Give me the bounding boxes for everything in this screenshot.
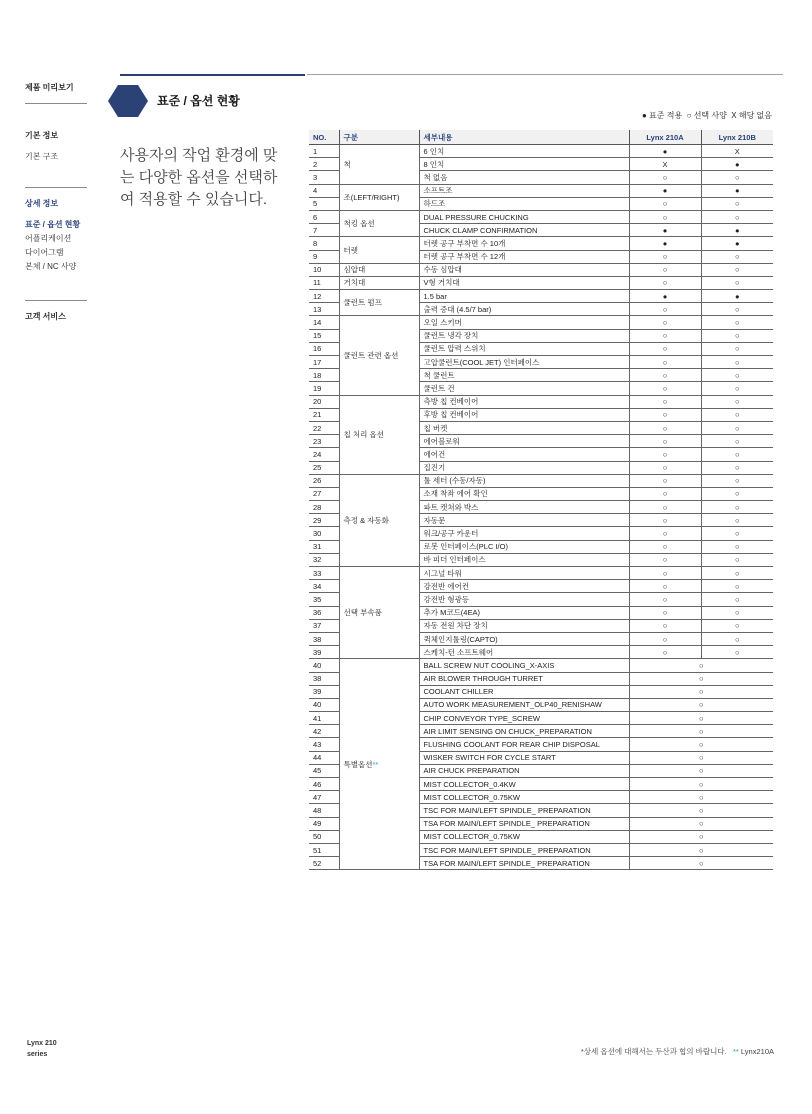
row-detail: AUTO WORK MEASUREMENT_OLP40_RENISHAW	[419, 698, 629, 711]
hexagon-icon	[108, 85, 148, 117]
row-detail: 추가 M코드(4EA)	[419, 606, 629, 619]
row-detail: AIR CHUCK PREPARATION	[419, 764, 629, 777]
row-detail: MIST COLLECTOR_0.75KW	[419, 791, 629, 804]
row-value-a: ○	[629, 421, 701, 434]
row-number: 50	[309, 830, 339, 843]
row-detail: DUAL PRESSURE CHUCKING	[419, 210, 629, 223]
row-detail: TSA FOR MAIN/LEFT SPINDLE_ PREPARATION	[419, 817, 629, 830]
row-detail: V형 거치대	[419, 276, 629, 289]
row-value-a: ○	[629, 263, 701, 276]
row-detail: 강전반 형광등	[419, 593, 629, 606]
row-number: 2	[309, 158, 339, 171]
nav-basic-structure[interactable]: 기본 구조	[25, 152, 59, 161]
row-number: 5	[309, 197, 339, 210]
row-number: 8	[309, 237, 339, 250]
row-value-merged: ○	[629, 725, 773, 738]
row-category: 측정 & 자동화	[339, 474, 419, 566]
row-value-merged: ○	[629, 672, 773, 685]
row-number: 1	[309, 145, 339, 158]
row-detail: 후방 칩 컨베이어	[419, 408, 629, 421]
row-value-b: ○	[701, 540, 773, 553]
row-value-b: ○	[701, 435, 773, 448]
row-detail: 쿨런트 냉각 장치	[419, 329, 629, 342]
row-value-a: ○	[629, 329, 701, 342]
row-value-b: ○	[701, 171, 773, 184]
intro-text: 사용자의 작업 환경에 맞는 다양한 옵션을 선택하여 적용할 수 있습니다.	[120, 147, 278, 208]
row-value-b: ○	[701, 527, 773, 540]
row-detail: 퀵체인지툴링(CAPTO)	[419, 632, 629, 645]
row-number: 10	[309, 263, 339, 276]
row-value-b: ○	[701, 197, 773, 210]
row-value-a: ●	[629, 290, 701, 303]
row-value-b: ○	[701, 514, 773, 527]
row-value-a: ○	[629, 448, 701, 461]
row-detail: TSC FOR MAIN/LEFT SPINDLE_ PREPARATION	[419, 804, 629, 817]
nav-product-preview[interactable]: 제품 미리보기	[25, 83, 74, 92]
row-detail: 툴 세터 (수동/자동)	[419, 474, 629, 487]
table-row	[309, 395, 773, 408]
row-value-a: ○	[629, 553, 701, 566]
row-number: 17	[309, 356, 339, 369]
row-detail: 에어블로워	[419, 435, 629, 448]
table-row	[309, 276, 773, 289]
row-category: 조(LEFT/RIGHT)	[339, 184, 419, 210]
row-value-b: ○	[701, 448, 773, 461]
row-value-b: ○	[701, 487, 773, 500]
row-value-merged: ○	[629, 830, 773, 843]
row-value-b: ○	[701, 250, 773, 263]
row-value-merged: ○	[629, 843, 773, 856]
row-value-a: ○	[629, 369, 701, 382]
row-value-b: ○	[701, 606, 773, 619]
row-value-b: ●	[701, 224, 773, 237]
row-value-b: ○	[701, 580, 773, 593]
header-rule-light	[307, 74, 783, 75]
row-value-a: ○	[629, 606, 701, 619]
row-detail: 소재 착좌 에어 확인	[419, 487, 629, 500]
row-number: 38	[309, 672, 339, 685]
row-number: 26	[309, 474, 339, 487]
row-detail: AIR LIMIT SENSING ON CHUCK_PREPARATION	[419, 725, 629, 738]
footnote-mark: **	[732, 1047, 739, 1056]
row-value-a: ○	[629, 501, 701, 514]
row-number: 47	[309, 791, 339, 804]
row-number: 40	[309, 698, 339, 711]
row-number: 25	[309, 461, 339, 474]
row-value-b: ○	[701, 276, 773, 289]
row-value-b: ○	[701, 369, 773, 382]
row-value-merged: ○	[629, 738, 773, 751]
row-value-merged: ○	[629, 685, 773, 698]
row-number: 30	[309, 527, 339, 540]
row-number: 37	[309, 619, 339, 632]
row-number: 20	[309, 395, 339, 408]
footnote-model: Lynx210A	[740, 1047, 774, 1056]
row-value-b: ○	[701, 501, 773, 514]
row-number: 11	[309, 276, 339, 289]
row-value-b: ○	[701, 461, 773, 474]
row-value-a: ●	[629, 145, 701, 158]
row-number: 49	[309, 817, 339, 830]
row-value-b: ○	[701, 342, 773, 355]
row-value-b: ○	[701, 210, 773, 223]
row-value-a: ○	[629, 619, 701, 632]
legend	[642, 110, 772, 121]
row-detail: 칩 버켓	[419, 421, 629, 434]
row-number: 23	[309, 435, 339, 448]
row-value-a: ○	[629, 540, 701, 553]
row-value-a: X	[629, 158, 701, 171]
row-value-merged: ○	[629, 659, 773, 672]
row-detail: 바 피더 인터페이스	[419, 553, 629, 566]
row-detail: 집진기	[419, 461, 629, 474]
row-value-b: ○	[701, 474, 773, 487]
row-number: 46	[309, 778, 339, 791]
special-mark: **	[372, 759, 379, 769]
row-detail: 고압쿨런트(COOL JET) 인터페이스	[419, 356, 629, 369]
row-value-b: ○	[701, 567, 773, 580]
nav-nc-spec[interactable]: 본체 / NC 사양	[25, 262, 77, 271]
row-detail: AIR BLOWER THROUGH TURRET	[419, 672, 629, 685]
row-value-b: ○	[701, 619, 773, 632]
row-value-a: ○	[629, 210, 701, 223]
row-category: 쿨런트 펌프	[339, 290, 419, 316]
model-series-label	[27, 1038, 57, 1060]
row-value-a: ○	[629, 527, 701, 540]
row-number: 28	[309, 501, 339, 514]
row-number: 48	[309, 804, 339, 817]
row-detail: 8 인치	[419, 158, 629, 171]
row-detail: 파트 캣쳐와 박스	[419, 501, 629, 514]
row-detail: 자동문	[419, 514, 629, 527]
row-category: 거치대	[339, 276, 419, 289]
row-value-a: ○	[629, 461, 701, 474]
row-value-a: ○	[629, 395, 701, 408]
nav-basic-info[interactable]: 기본 정보	[25, 131, 59, 140]
row-number: 43	[309, 738, 339, 751]
row-number: 24	[309, 448, 339, 461]
row-number: 12	[309, 290, 339, 303]
row-number: 33	[309, 567, 339, 580]
nav-diagram[interactable]: 다이어그램	[25, 248, 64, 257]
row-value-b: ○	[701, 316, 773, 329]
row-detail: 소프트조	[419, 184, 629, 197]
row-detail: 쿨런트 건	[419, 382, 629, 395]
legend-optional: ○ 선택 사양	[686, 111, 727, 120]
table-row	[309, 263, 773, 276]
row-number: 51	[309, 843, 339, 856]
row-detail: 로봇 인터페이스(PLC I/O)	[419, 540, 629, 553]
table-row	[309, 290, 773, 303]
table-row	[309, 184, 773, 197]
table-row	[309, 567, 773, 580]
row-value-b: ○	[701, 632, 773, 645]
legend-standard: ● 표준 적용	[641, 111, 683, 120]
legend-not-applicable: X 해당 없음	[731, 111, 772, 120]
row-detail: 터렛 공구 부착면 수 10개	[419, 237, 629, 250]
row-value-a: ○	[629, 342, 701, 355]
row-detail: 자동 전원 차단 장치	[419, 619, 629, 632]
row-detail: TSA FOR MAIN/LEFT SPINDLE_ PREPARATION	[419, 857, 629, 870]
table-row	[309, 210, 773, 223]
row-value-b: ○	[701, 421, 773, 434]
row-value-merged: ○	[629, 804, 773, 817]
row-value-merged: ○	[629, 698, 773, 711]
row-number: 21	[309, 408, 339, 421]
row-value-b: ○	[701, 382, 773, 395]
row-value-a: ○	[629, 474, 701, 487]
row-number: 42	[309, 725, 339, 738]
row-number: 39	[309, 646, 339, 659]
col-detail: 세부내용	[419, 130, 629, 145]
row-category: 심압대	[339, 263, 419, 276]
row-category: 척킹 옵션	[339, 210, 419, 236]
row-detail: 스케치-턴 소프트웨어	[419, 646, 629, 659]
row-number: 44	[309, 751, 339, 764]
row-value-a: ○	[629, 250, 701, 263]
row-value-a: ○	[629, 197, 701, 210]
nav-divider	[25, 187, 87, 188]
header-rule-dark	[120, 74, 305, 76]
page-title: 표준 / 옵션 현황	[157, 94, 240, 108]
nav-detail-info[interactable]: 상세 정보	[25, 199, 59, 208]
row-value-b: ●	[701, 237, 773, 250]
row-value-b: ○	[701, 408, 773, 421]
row-value-b: ●	[701, 158, 773, 171]
special-label: 특별옵션	[343, 759, 373, 769]
row-number: 36	[309, 606, 339, 619]
row-value-a: ○	[629, 356, 701, 369]
footnote	[581, 1046, 774, 1057]
row-number: 27	[309, 487, 339, 500]
row-value-a: ○	[629, 276, 701, 289]
table-row	[309, 316, 773, 329]
row-value-a: ○	[629, 632, 701, 645]
row-detail: FLUSHING COOLANT FOR REAR CHIP DISPOSAL	[419, 738, 629, 751]
row-value-a: ○	[629, 382, 701, 395]
row-detail: 워크/공구 카운터	[419, 527, 629, 540]
row-detail: 측방 칩 컨베이어	[419, 395, 629, 408]
row-value-merged: ○	[629, 817, 773, 830]
nav-divider	[25, 103, 87, 104]
row-number: 14	[309, 316, 339, 329]
table-row	[309, 145, 773, 158]
nav-divider	[25, 300, 87, 301]
row-value-merged: ○	[629, 751, 773, 764]
model-series: series	[27, 1051, 48, 1058]
table-row	[309, 659, 773, 672]
row-value-merged: ○	[629, 712, 773, 725]
row-detail: BALL SCREW NUT COOLING_X-AXIS	[419, 659, 629, 672]
col-category: 구분	[339, 130, 419, 145]
row-number: 41	[309, 712, 339, 725]
row-number: 39	[309, 685, 339, 698]
col-model-b: Lynx 210B	[701, 130, 773, 145]
row-value-a: ○	[629, 580, 701, 593]
row-detail: 터렛 공구 부착면 수 12개	[419, 250, 629, 263]
row-value-b: ●	[701, 184, 773, 197]
row-value-a: ●	[629, 237, 701, 250]
row-detail: 시그널 타워	[419, 567, 629, 580]
row-value-a: ○	[629, 316, 701, 329]
row-detail: 1.5 bar	[419, 290, 629, 303]
row-detail: MIST COLLECTOR_0.4KW	[419, 778, 629, 791]
row-value-a: ○	[629, 646, 701, 659]
row-value-a: ○	[629, 514, 701, 527]
row-value-merged: ○	[629, 791, 773, 804]
row-value-b: X	[701, 145, 773, 158]
row-detail: WISKER SWITCH FOR CYCLE START	[419, 751, 629, 764]
row-value-b: ○	[701, 303, 773, 316]
table-row	[309, 237, 773, 250]
row-detail: 6 인치	[419, 145, 629, 158]
row-category: 쿨런트 관련 옵션	[339, 316, 419, 395]
row-detail: 하드조	[419, 197, 629, 210]
row-category: 터렛	[339, 237, 419, 263]
row-value-b: ○	[701, 329, 773, 342]
row-detail: 수동 심압대	[419, 263, 629, 276]
row-value-a: ○	[629, 408, 701, 421]
footnote-text: *상세 옵션에 대해서는 두산과 협의 바랍니다.	[580, 1047, 727, 1056]
row-value-a: ○	[629, 303, 701, 316]
row-category	[339, 659, 419, 870]
row-number: 29	[309, 514, 339, 527]
row-number: 31	[309, 540, 339, 553]
row-detail: TSC FOR MAIN/LEFT SPINDLE_ PREPARATION	[419, 843, 629, 856]
row-number: 22	[309, 421, 339, 434]
row-detail: 출력 증대 (4.5/7 bar)	[419, 303, 629, 316]
row-detail: CHIP CONVEYOR TYPE_SCREW	[419, 712, 629, 725]
row-number: 16	[309, 342, 339, 355]
row-number: 40	[309, 659, 339, 672]
row-value-b: ○	[701, 263, 773, 276]
row-number: 15	[309, 329, 339, 342]
nav-application[interactable]: 어플리케이션	[25, 234, 72, 243]
row-value-a: ○	[629, 567, 701, 580]
col-model-a: Lynx 210A	[629, 130, 701, 145]
row-value-b: ○	[701, 356, 773, 369]
row-category: 칩 처리 옵션	[339, 395, 419, 474]
row-value-merged: ○	[629, 764, 773, 777]
row-number: 13	[309, 303, 339, 316]
table-row	[309, 474, 773, 487]
row-value-a: ●	[629, 184, 701, 197]
row-value-b: ○	[701, 553, 773, 566]
row-value-a: ○	[629, 171, 701, 184]
row-value-merged: ○	[629, 778, 773, 791]
row-value-b: ○	[701, 593, 773, 606]
row-value-merged: ○	[629, 857, 773, 870]
row-number: 19	[309, 382, 339, 395]
row-number: 45	[309, 764, 339, 777]
nav-customer-service[interactable]: 고객 서비스	[25, 312, 66, 321]
table-header-row	[309, 130, 773, 145]
row-value-b: ○	[701, 646, 773, 659]
row-number: 18	[309, 369, 339, 382]
row-value-a: ●	[629, 224, 701, 237]
row-number: 52	[309, 857, 339, 870]
row-value-a: ○	[629, 593, 701, 606]
row-detail: 척 없음	[419, 171, 629, 184]
row-number: 9	[309, 250, 339, 263]
row-number: 3	[309, 171, 339, 184]
row-value-b: ●	[701, 290, 773, 303]
row-value-a: ○	[629, 487, 701, 500]
row-number: 35	[309, 593, 339, 606]
row-detail: COOLANT CHILLER	[419, 685, 629, 698]
row-value-a: ○	[629, 435, 701, 448]
options-table	[309, 130, 773, 870]
row-number: 7	[309, 224, 339, 237]
row-detail: 쿨런트 압력 스위치	[419, 342, 629, 355]
row-number: 6	[309, 210, 339, 223]
row-detail: 에어건	[419, 448, 629, 461]
nav-standard-options[interactable]: 표준 / 옵션 현황	[25, 220, 81, 229]
row-category: 선택 부속품	[339, 567, 419, 659]
model-name: Lynx 210	[27, 1040, 57, 1047]
row-detail: 강전반 에어컨	[419, 580, 629, 593]
row-number: 34	[309, 580, 339, 593]
row-category: 척	[339, 145, 419, 185]
row-number: 4	[309, 184, 339, 197]
row-detail: MIST COLLECTOR_0.75KW	[419, 830, 629, 843]
row-detail: 오일 스키머	[419, 316, 629, 329]
row-detail: 척 쿨런트	[419, 369, 629, 382]
row-value-b: ○	[701, 395, 773, 408]
col-no: NO.	[309, 130, 339, 145]
row-detail: CHUCK CLAMP CONFIRMATION	[419, 224, 629, 237]
row-number: 32	[309, 553, 339, 566]
row-number: 38	[309, 632, 339, 645]
